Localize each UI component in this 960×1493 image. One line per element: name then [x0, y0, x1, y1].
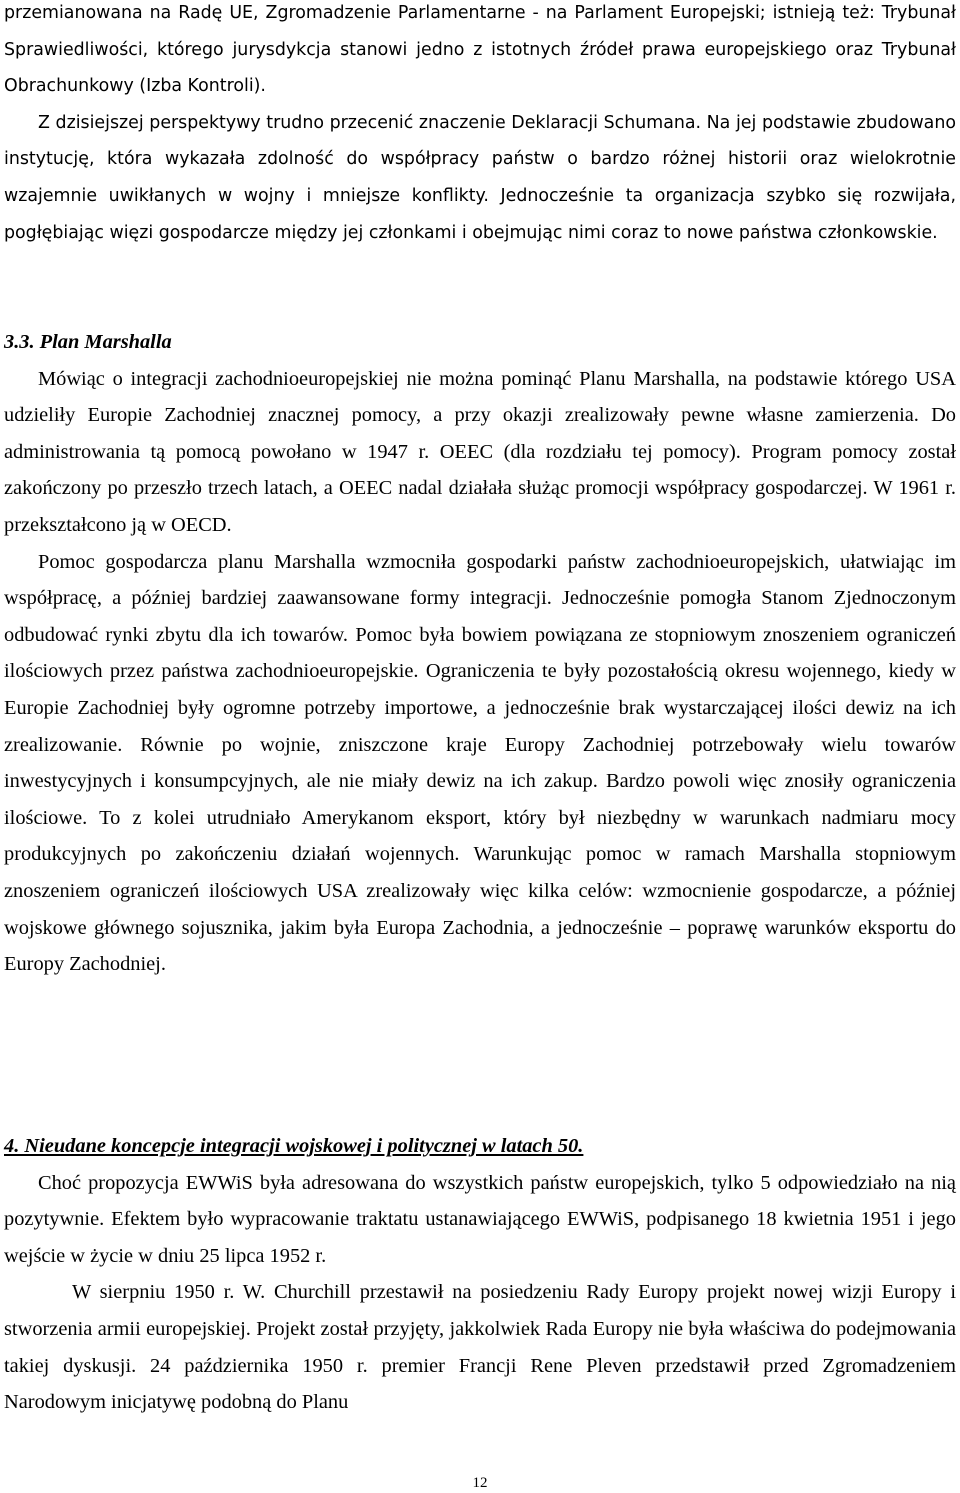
schuman-section [4, 0, 956, 251]
section-heading-failed-concepts: 4. Nieudane koncepcje integracji wojskowej i politycznej w latach 50. [4, 1135, 584, 1157]
section-heading-marshall: 3.3. Plan Marshalla [4, 331, 172, 353]
marshall-plan-section [4, 324, 956, 983]
page-number: 12 [472, 1475, 488, 1491]
paragraph-marshall-intro: Mówiąc o integracji zachodnioeuropejskiej nie można pominąć Planu Marshalla, na podstawie którego USA udzieliły Europie Zachodniej znacznej pomocy, a przy okazji zrealizowały pewne własne zamierzenia. Do administrowania tą pomocą powołano w 1947 r. OEEC (dla rozdziału tej pomocy). Program pomocy został zakończony po przeszło trzech latach, a OEEC nadal działała służąc promocji współpracy gospodarczej. W 1961 r. przekształcono ją w OECD. [4, 367, 956, 536]
paragraph-ecsc-treaty: Choć propozycja EWWiS była adresowana do wszystkich państw europejskich, tylko 5 odpowiedziało na nią pozytywnie. Efektem było wypracowanie traktatu ustanawiającego EWWiS, podpisanego 18 kwietnia 1951 i jego wejście w życie w dniu 25 lipca 1952 r. [4, 1171, 956, 1267]
paragraph-schuman-declaration: Z dzisiejszej perspektywy trudno przecenić znaczenie Deklaracji Schumana. Na jej podstawie zbudowano instytucję, która wykazała zdolność do współpracy państw o bardzo różnej historii oraz wielokrotnie wzajemnie uwikłanych w wojny i mniejsze konflikty. Jednocześnie ta organizacja szybko się rozwijała, pogłębiając więzi gospodarcze między jej członkami i obejmując nimi coraz to nowe państwa członkowskie. [4, 112, 956, 243]
military-political-section [4, 1128, 956, 1421]
paragraph-churchill-pleven: W sierpniu 1950 r. W. Churchill przestawił na posiedzeniu Rady Europy projekt nowej wizji Europy i stworzenia armii europejskiej. Projekt został przyjęty, jakkolwiek Rada Europy nie była właściwa do podejmowania takiej dyskusji. 24 października 1950 r. premier Francji Rene Pleven przedstawił przed Zgromadzeniem Narodowym inicjatywę podobną do Planu [4, 1281, 956, 1414]
paragraph-institutions: przemianowana na Radę UE, Zgromadzenie Parlamentarne - na Parlament Europejski; istnieją też: Trybunał Sprawiedliwości, którego jurysdykcja stanowi jedno z istotnych źródeł prawa europejskiego oraz Trybunał Obrachunkowy (Izba Kontroli). [4, 3, 956, 97]
paragraph-marshall-economic-aid: Pomoc gospodarcza planu Marshalla wzmocniła gospodarki państw zachodnioeuropejskich, ułatwiając im współpracę, a później bardziej zaawansowane formy integracji. Jednocześnie pomogła Stanom Zjednoczonym odbudować rynki zbytu dla ich towarów. Pomoc była bowiem powiązana ze stopniowym znoszeniem ograniczeń ilościowych przez państwa zachodnioeuropejskie. Ograniczenia te były pozostałością okresu wojennego, kiedy w Europie Zachodniej były ogromne potrzeby importowe, a jednocześnie brak wystarczającej ilości dewiz na ich zrealizowanie. Równie po wojnie, zniszczone kraje Europy Zachodniej potrzebowały wielu towarów inwestycyjnych i konsumpcyjnych, ale nie miały dewiz na ich zakup. Bardzo powoli więc znosiły ograniczenia ilościowe. To z kolei utrudniało Amerykanom eksport, który był niezbędny w warunkach nadmiaru mocy produkcyjnych po zakończeniu działań wojennych. Warunkując pomoc w ramach Marshalla stopniowym znoszeniem ograniczeń ilościowych USA zrealizowały więc kilka celów: wzmocnienie gospodarcze, a później wojskowe głównego sojusznika, jakim była Europa Zachodnia, a jednocześnie – poprawę warunków eksportu do Europy Zachodniej. [4, 550, 956, 976]
